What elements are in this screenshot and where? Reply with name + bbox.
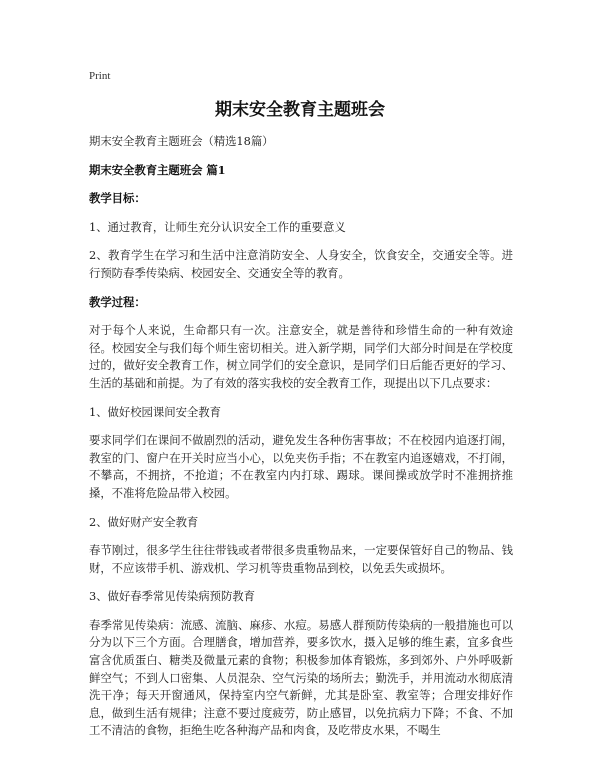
- document-subtitle: 期末安全教育主题班会（精选18篇）: [89, 134, 274, 148]
- item-1-paragraph: 要求同学们在课间不做剧烈的活动，避免发生各种伤害事故；不在校园内追逐打闹，教室的门、窗户在开关时应当小心，以免夹伤手指；不在教室内追逐嬉戏，不打闹，不攀高，不拥挤，不抢道；不在教室内内打球、踢球。课间操或放学时不准拥挤推搡，不准将危险品带入校园。: [89, 433, 513, 500]
- intro-paragraph: 对于每个人来说，生命都只有一次。注意安全，就是善待和珍惜生命的一种有效途径。校园安全与我们每个师生密切相关。进入新学期，同学们大部分时间是在学校度过的，做好安全教育工作，树立同学们的安全意识，是同学们日后能否更好的学习、生活的基础和前提。为了有效的落实我校的安全教育工作，现提出以下几点要求：: [89, 323, 513, 390]
- process-label: 教学过程：: [89, 294, 146, 309]
- section-heading: 期末安全教育主题班会 篇1: [89, 162, 226, 177]
- document-body: [89, 133, 513, 751]
- goals-label: 教学目标：: [89, 191, 146, 206]
- item-2-heading: 2、做好财产安全教育: [89, 514, 199, 529]
- item-1-heading: 1、做好校园课间安全教育: [89, 404, 221, 419]
- item-3-heading: 3、做好春季常见传染病预防教育: [89, 589, 255, 604]
- goal-item-1: 1、通过教育，让师生充分认识安全工作的重要意义: [89, 219, 346, 234]
- page-title: 期末安全教育主题班会: [215, 100, 385, 120]
- item-3-paragraph: 春季常见传染病：流感、流脑、麻疹、水痘。易感人群预防传染病的一般措施也可以分为以下三个方面。合理膳食，增加营养，要多饮水，摄入足够的维生素，宜多食些富含优质蛋白、糖类及微量元素的食物；积极参加体育锻炼，多到郊外、户外呼吸新鲜空气；不到人口密集、人员混杂、空气污染的场所去；勤洗手，并用流动水彻底清洗干净；每天开窗通风，保持室内空气新鲜，尤其是卧室、教室等；合理安排好作息，做到生活有规律；注意不要过度疲劳，防止感冒，以免抗病力下降；不食、不加工不清洁的食物，拒绝生吃各种海产品和肉食，及吃带皮水果，不喝生: [89, 617, 513, 738]
- goal-item-2: 2、教育学生在学习和生活中注意消防安全、人身安全，饮食安全，交通安全等。进行预防春季传染病、校园安全、交通安全等的教育。: [89, 248, 513, 280]
- item-2-paragraph: 春节刚过，很多学生往往带钱或者带很多贵重物品来，一定要保管好自己的物品、钱财，不应该带手机、游戏机、学习机等贵重物品到校，以免丢失或损坏。: [89, 543, 513, 575]
- print-label[interactable]: Print: [89, 70, 111, 82]
